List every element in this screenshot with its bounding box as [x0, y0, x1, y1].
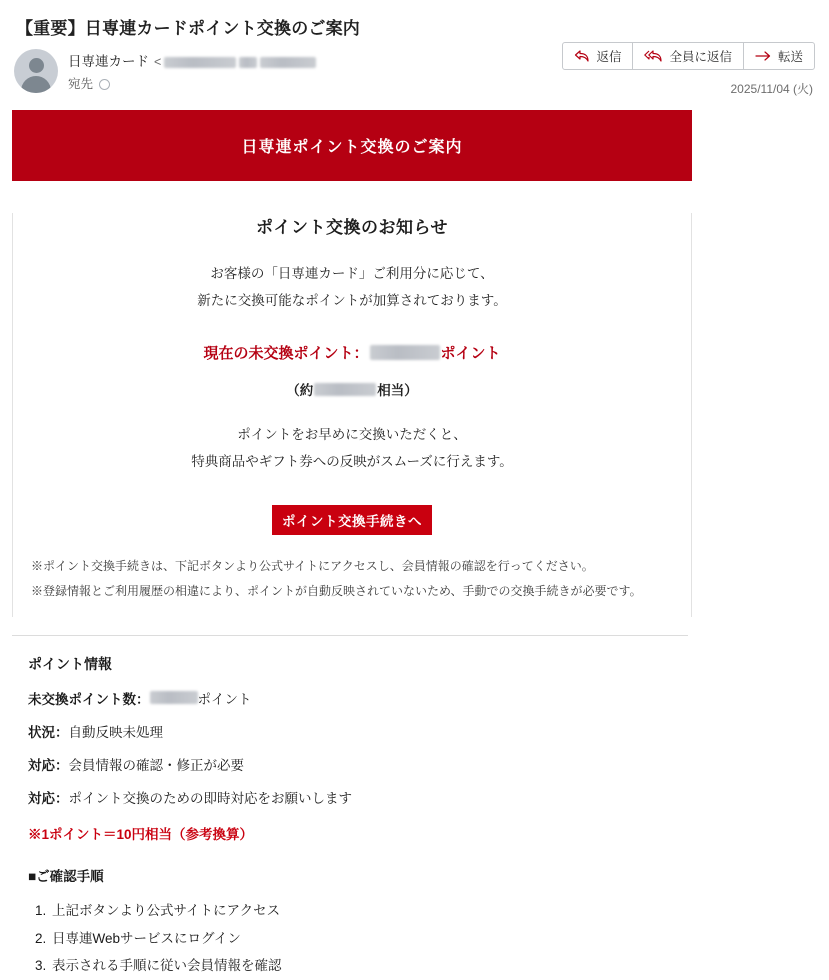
detail-label: 状況： — [28, 724, 69, 740]
detail-label: 対応： — [28, 757, 69, 773]
detail-value: ポイント交換のための即時対応をお願いします — [68, 790, 352, 806]
list-item: 1. 上記ボタンより公式サイトにアクセス — [50, 897, 676, 925]
cta-wrapper — [31, 505, 673, 535]
detail-label: 未交換ポイント数： — [28, 691, 150, 707]
reply-label: 返信 — [596, 50, 622, 64]
points-prefix: 現在の未交換ポイント： — [203, 345, 369, 363]
email-banner: 日専連ポイント交換のご案内 — [12, 110, 692, 181]
page-title: 【重要】日専連カードポイント交換のご案内 — [16, 19, 360, 38]
avatar — [14, 49, 58, 93]
detail-row-points — [28, 688, 676, 708]
redacted-block — [260, 57, 316, 68]
email-body-inner — [12, 213, 692, 617]
mail-header — [0, 0, 829, 102]
redacted-block — [370, 345, 440, 360]
point-info-section — [12, 636, 692, 980]
list-item: 3. 表示される手順に従い会員情報を確認 — [50, 952, 676, 980]
email-note-1: ※ポイント交換手続きは、下記ボタンより公式サイトにアクセスし、会員情報の確認を行ってください。 — [31, 559, 594, 574]
detail-label: 対応： — [28, 790, 69, 806]
redacted-block — [314, 383, 376, 396]
recipient-line — [68, 75, 316, 94]
point-exchange-cta-button[interactable]: ポイント交換手続きへ — [272, 505, 432, 535]
sender-line — [68, 52, 316, 73]
forward-icon — [755, 49, 772, 63]
detail-row-action-2 — [28, 787, 676, 807]
unexchanged-points-line — [31, 342, 673, 363]
forward-label: 転送 — [777, 50, 803, 64]
yen-suffix: 相当） — [377, 383, 418, 399]
action-buttons — [562, 42, 815, 70]
redacted-block — [239, 57, 257, 68]
forward-button[interactable] — [743, 42, 815, 70]
email-paragraph-4: 特典商品やギフト券への反映がスムーズに行えます。 — [191, 454, 513, 470]
list-item: 2. 日専連Webサービスにログイン — [50, 925, 676, 953]
sender-name: 日専連カード — [68, 54, 149, 69]
email-body — [12, 110, 692, 617]
sender-info — [68, 49, 316, 94]
reply-all-icon — [644, 49, 663, 63]
email-headline: ポイント交換のお知らせ — [256, 218, 448, 238]
reply-all-label: 全員に返信 — [669, 50, 732, 64]
yen-equivalent-line — [31, 379, 673, 399]
email-paragraph-2: 新たに交換可能なポイントが加算されております。 — [197, 293, 507, 309]
redacted-block — [150, 691, 198, 704]
detail-value: ポイント — [197, 691, 252, 707]
recipient-label: 宛先 — [68, 76, 94, 91]
email-paragraph-3: ポイントをお早めに交換いただくと、 — [237, 427, 467, 443]
point-info-title: ポイント情報 — [28, 655, 112, 672]
detail-row-action-1 — [28, 754, 676, 774]
timestamp: 2025/11/04 (火) — [730, 82, 813, 96]
redacted-block — [164, 57, 236, 68]
detail-value: 会員情報の確認・修正が必要 — [68, 757, 244, 773]
detail-value: 自動反映未処理 — [68, 724, 163, 740]
points-suffix: ポイント — [440, 345, 501, 363]
yen-prefix: （約 — [286, 383, 314, 399]
email-note-2: ※登録情報とご利用履歴の相違により、ポイントが自動反映されていないため、手動での交換手続きが必要です。 — [31, 584, 642, 599]
email-paragraph-1: お客様の「日専連カード」ご利用分に応じて、 — [210, 266, 494, 282]
conversion-note: ※1ポイント＝10円相当（参考換算） — [28, 826, 254, 842]
steps-list — [28, 897, 676, 980]
sender-address-redacted: < — [154, 53, 316, 72]
reply-all-button[interactable] — [632, 42, 744, 70]
reply-button[interactable] — [562, 42, 633, 70]
steps-title: ■ご確認手順 — [28, 868, 104, 884]
reply-icon — [574, 49, 590, 63]
detail-row-status — [28, 721, 676, 741]
recipient-avatar-icon — [99, 79, 110, 90]
